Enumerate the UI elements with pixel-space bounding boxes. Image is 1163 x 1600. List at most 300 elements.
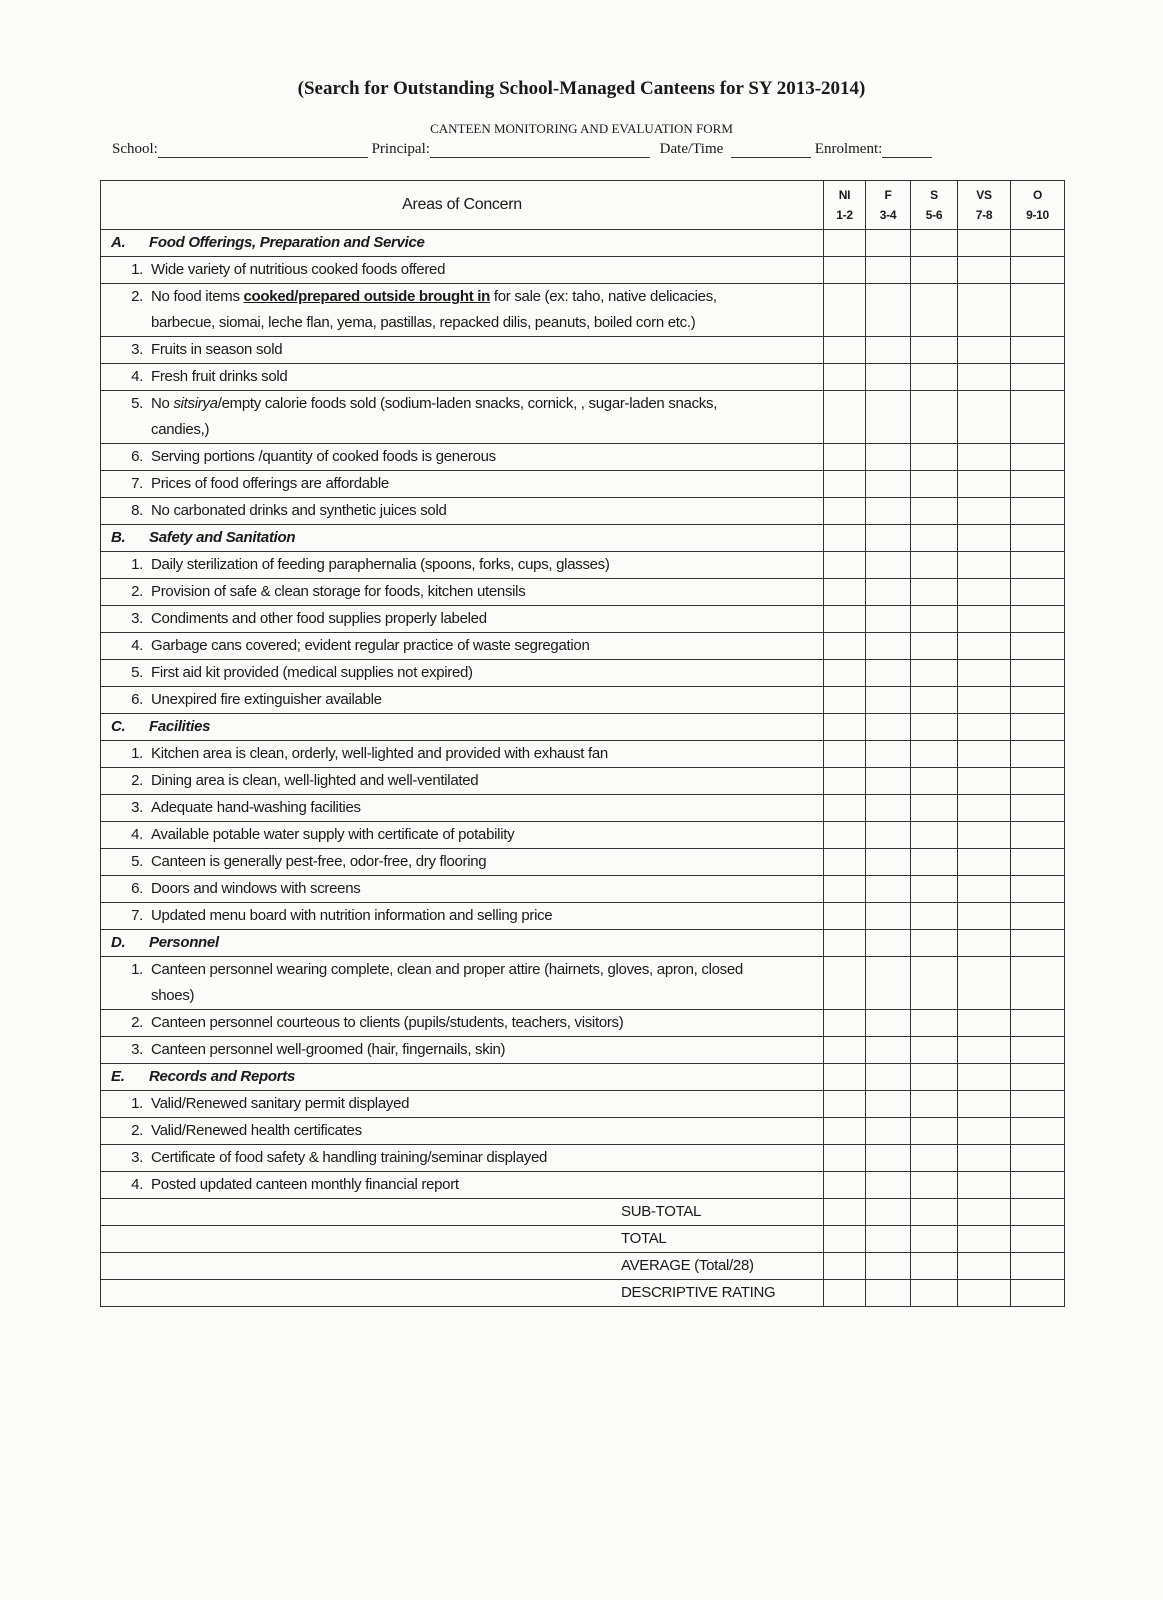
criterion-number: 1. bbox=[131, 961, 143, 978]
criterion bbox=[101, 849, 824, 876]
rating-cell-ni[interactable] bbox=[824, 795, 866, 822]
rating-cell-ni[interactable] bbox=[824, 444, 866, 471]
criterion bbox=[101, 957, 824, 1010]
rating-cell-s[interactable] bbox=[911, 687, 958, 714]
rating-cell-o[interactable] bbox=[1011, 849, 1065, 876]
rating-cell-f[interactable] bbox=[866, 391, 911, 444]
rating-cell-o[interactable] bbox=[1011, 284, 1065, 337]
rating-cell-ni[interactable] bbox=[824, 284, 866, 337]
rating-cell-s[interactable] bbox=[911, 498, 958, 525]
criterion-text-start: No food items bbox=[151, 288, 244, 305]
rating-cell-vs[interactable] bbox=[958, 1118, 1011, 1145]
rating-cell-f[interactable] bbox=[866, 1037, 911, 1064]
rating-cell-s[interactable] bbox=[911, 957, 958, 1010]
rating-cell-f[interactable] bbox=[866, 1010, 911, 1037]
rating-cell-o[interactable] bbox=[1011, 552, 1065, 579]
criterion-text-end: for sale (ex: taho, native delicacies, barbecue, siomai, leche flan, yema, pastillas, repacked dilis, peanuts, boiled corn etc.) bbox=[151, 288, 717, 331]
criterion-text bbox=[151, 337, 761, 363]
rating-cell-f[interactable] bbox=[866, 1064, 911, 1091]
section-letter: B. bbox=[111, 529, 126, 546]
criterion bbox=[101, 284, 824, 337]
criterion-text-start: Fruits in season sold bbox=[151, 341, 283, 358]
section-heading bbox=[101, 525, 824, 552]
rating-cell-ni[interactable] bbox=[824, 876, 866, 903]
rating-cell-o[interactable] bbox=[1011, 1172, 1065, 1199]
rating-cell-o[interactable] bbox=[1011, 230, 1065, 257]
criterion-text bbox=[151, 471, 761, 497]
rating-cell-o[interactable] bbox=[1011, 579, 1065, 606]
rating-cell-ni[interactable] bbox=[824, 1037, 866, 1064]
rating-cell-ni[interactable] bbox=[824, 337, 866, 364]
rating-cell-vs[interactable] bbox=[958, 337, 1011, 364]
rating-cell-o[interactable] bbox=[1011, 714, 1065, 741]
rating-cell-s[interactable] bbox=[911, 741, 958, 768]
principal-field[interactable] bbox=[430, 143, 650, 158]
criterion bbox=[101, 795, 824, 822]
rating-cell-o[interactable] bbox=[1011, 903, 1065, 930]
rating-cell-o[interactable] bbox=[1011, 606, 1065, 633]
rating-cell-o[interactable] bbox=[1011, 525, 1065, 552]
criterion-text-start: Condiments and other food supplies properly labeled bbox=[151, 610, 487, 627]
criterion bbox=[101, 444, 824, 471]
rating-cell-ni[interactable] bbox=[824, 579, 866, 606]
rating-cell-vs[interactable] bbox=[958, 606, 1011, 633]
criterion bbox=[101, 1010, 824, 1037]
rating-cell-o[interactable] bbox=[1011, 1010, 1065, 1037]
rating-cell-o[interactable] bbox=[1011, 1064, 1065, 1091]
rating-cell-vs[interactable] bbox=[958, 1172, 1011, 1199]
rating-cell-vs[interactable] bbox=[958, 1010, 1011, 1037]
criterion-number: 6. bbox=[131, 691, 143, 708]
rating-cell-f[interactable] bbox=[866, 337, 911, 364]
rating-cell-s[interactable] bbox=[911, 579, 958, 606]
rating-cell-s[interactable] bbox=[911, 768, 958, 795]
rating-cell-o[interactable] bbox=[1011, 444, 1065, 471]
rating-cell-f[interactable] bbox=[866, 1226, 911, 1253]
rating-cell-vs[interactable] bbox=[958, 579, 1011, 606]
rating-cell-s[interactable] bbox=[911, 930, 958, 957]
rating-cell-f[interactable] bbox=[866, 606, 911, 633]
rating-cell-vs[interactable] bbox=[958, 822, 1011, 849]
rating-cell-f[interactable] bbox=[866, 364, 911, 391]
section-letter: A. bbox=[111, 234, 126, 251]
criterion bbox=[101, 1172, 824, 1199]
rating-cell-f[interactable] bbox=[866, 1118, 911, 1145]
rating-cell-f[interactable] bbox=[866, 687, 911, 714]
rating-cell-o[interactable] bbox=[1011, 768, 1065, 795]
rating-cell-o[interactable] bbox=[1011, 1037, 1065, 1064]
rating-cell-s[interactable] bbox=[911, 444, 958, 471]
section-heading bbox=[101, 930, 824, 957]
criterion-text bbox=[151, 633, 761, 659]
rating-cell-s[interactable] bbox=[911, 1145, 958, 1172]
rating-cell-o[interactable] bbox=[1011, 1253, 1065, 1280]
rating-cell-f[interactable] bbox=[866, 633, 911, 660]
rating-cell-vs[interactable] bbox=[958, 284, 1011, 337]
criterion-text-start: Certificate of food safety & handling training/seminar displayed bbox=[151, 1149, 548, 1166]
rating-cell-f[interactable] bbox=[866, 525, 911, 552]
rating-cell-ni[interactable] bbox=[824, 660, 866, 687]
school-field[interactable] bbox=[158, 143, 368, 158]
criterion-number: 2. bbox=[131, 772, 143, 789]
rating-cell-o[interactable] bbox=[1011, 687, 1065, 714]
rating-cell-f[interactable] bbox=[866, 957, 911, 1010]
rating-cell-f[interactable] bbox=[866, 444, 911, 471]
rating-cell-s[interactable] bbox=[911, 1010, 958, 1037]
rating-cell-o[interactable] bbox=[1011, 471, 1065, 498]
rating-cell-o[interactable] bbox=[1011, 337, 1065, 364]
criterion bbox=[101, 471, 824, 498]
criterion-emphasis: cooked/prepared outside brought in bbox=[243, 288, 491, 305]
rating-cell-o[interactable] bbox=[1011, 1118, 1065, 1145]
rating-cell-ni[interactable] bbox=[824, 1253, 866, 1280]
rating-cell-ni[interactable] bbox=[824, 930, 866, 957]
rating-cell-s[interactable] bbox=[911, 391, 958, 444]
rating-cell-ni[interactable] bbox=[824, 633, 866, 660]
rating-cell-ni[interactable] bbox=[824, 1199, 866, 1226]
rating-cell-vs[interactable] bbox=[958, 660, 1011, 687]
criterion-text bbox=[151, 257, 761, 283]
criterion-number: 4. bbox=[131, 637, 143, 654]
section-row bbox=[101, 1064, 1065, 1091]
rating-cell-s[interactable] bbox=[911, 1118, 958, 1145]
criterion-row bbox=[101, 1118, 1065, 1145]
rating-cell-vs[interactable] bbox=[958, 391, 1011, 444]
evaluation-table bbox=[100, 180, 1065, 1307]
rating-cell-ni[interactable] bbox=[824, 525, 866, 552]
rating-cell-o[interactable] bbox=[1011, 1145, 1065, 1172]
criterion-number: 4. bbox=[131, 368, 143, 385]
rating-cell-s[interactable] bbox=[911, 1037, 958, 1064]
rating-cell-ni[interactable] bbox=[824, 957, 866, 1010]
rating-cell-ni[interactable] bbox=[824, 498, 866, 525]
rating-cell-o[interactable] bbox=[1011, 391, 1065, 444]
rating-cell-ni[interactable] bbox=[824, 768, 866, 795]
criterion-text bbox=[151, 552, 761, 578]
rating-cell-ni[interactable] bbox=[824, 230, 866, 257]
rating-cell-vs[interactable] bbox=[958, 471, 1011, 498]
enrolment-field[interactable] bbox=[882, 143, 932, 158]
rating-range: 9-10 bbox=[1026, 208, 1049, 222]
criterion-text-start: Valid/Renewed sanitary permit displayed bbox=[151, 1095, 410, 1112]
rating-cell-vs[interactable] bbox=[958, 741, 1011, 768]
rating-cell-s[interactable] bbox=[911, 1253, 958, 1280]
criterion bbox=[101, 822, 824, 849]
rating-cell-s[interactable] bbox=[911, 714, 958, 741]
criterion-number: 4. bbox=[131, 1176, 143, 1193]
rating-cell-o[interactable] bbox=[1011, 633, 1065, 660]
rating-cell-vs[interactable] bbox=[958, 525, 1011, 552]
rating-cell-f[interactable] bbox=[866, 1253, 911, 1280]
rating-cell-f[interactable] bbox=[866, 1172, 911, 1199]
rating-cell-vs[interactable] bbox=[958, 1280, 1011, 1307]
criterion-text-start: Dining area is clean, well-lighted and well-ventilated bbox=[151, 772, 479, 789]
rating-cell-vs[interactable] bbox=[958, 1199, 1011, 1226]
criterion-row bbox=[101, 444, 1065, 471]
criterion-number: 1. bbox=[131, 745, 143, 762]
rating-cell-f[interactable] bbox=[866, 498, 911, 525]
rating-cell-ni[interactable] bbox=[824, 903, 866, 930]
rating-cell-ni[interactable] bbox=[824, 1226, 866, 1253]
criterion-text-start: Canteen personnel wearing complete, clean and proper attire (hairnets, gloves, apron, closed shoes) bbox=[151, 961, 743, 1004]
rating-cell-ni[interactable] bbox=[824, 1280, 866, 1307]
rating-cell-vs[interactable] bbox=[958, 768, 1011, 795]
rating-cell-s[interactable] bbox=[911, 525, 958, 552]
criterion-number: 3. bbox=[131, 799, 143, 816]
rating-cell-o[interactable] bbox=[1011, 1226, 1065, 1253]
rating-cell-s[interactable] bbox=[911, 1091, 958, 1118]
rating-cell-ni[interactable] bbox=[824, 714, 866, 741]
criterion-row bbox=[101, 579, 1065, 606]
criterion-number: 2. bbox=[131, 583, 143, 600]
criterion-text bbox=[151, 391, 761, 443]
rating-cell-vs[interactable] bbox=[958, 1226, 1011, 1253]
rating-cell-vs[interactable] bbox=[958, 1253, 1011, 1280]
rating-cell-vs[interactable] bbox=[958, 230, 1011, 257]
rating-cell-vs[interactable] bbox=[958, 957, 1011, 1010]
section-letter: E. bbox=[111, 1068, 125, 1085]
criterion-row bbox=[101, 741, 1065, 768]
rating-cell-s[interactable] bbox=[911, 364, 958, 391]
criterion-text bbox=[151, 849, 751, 875]
principal-label: Principal: bbox=[371, 141, 430, 157]
rating-cell-f[interactable] bbox=[866, 903, 911, 930]
rating-cell-f[interactable] bbox=[866, 795, 911, 822]
criterion bbox=[101, 660, 824, 687]
section-name: Records and Reports bbox=[149, 1068, 295, 1085]
criterion-text bbox=[151, 687, 761, 713]
section-row bbox=[101, 714, 1065, 741]
rating-cell-o[interactable] bbox=[1011, 498, 1065, 525]
rating-cell-vs[interactable] bbox=[958, 930, 1011, 957]
criterion bbox=[101, 552, 824, 579]
criterion-text-start: Canteen personnel courteous to clients (pupils/students, teachers, visitors) bbox=[151, 1014, 624, 1031]
rating-cell-vs[interactable] bbox=[958, 1037, 1011, 1064]
section-heading bbox=[101, 714, 824, 741]
totals-label: TOTAL bbox=[101, 1226, 824, 1253]
rating-cell-vs[interactable] bbox=[958, 714, 1011, 741]
rating-cell-ni[interactable] bbox=[824, 1145, 866, 1172]
rating-cell-vs[interactable] bbox=[958, 364, 1011, 391]
rating-cell-o[interactable] bbox=[1011, 822, 1065, 849]
rating-cell-f[interactable] bbox=[866, 552, 911, 579]
criterion bbox=[101, 498, 824, 525]
rating-cell-s[interactable] bbox=[911, 1226, 958, 1253]
rating-cell-vs[interactable] bbox=[958, 687, 1011, 714]
criterion bbox=[101, 903, 824, 930]
criterion-text bbox=[151, 768, 751, 794]
totals-row bbox=[101, 1253, 1065, 1280]
criterion-text-start: Kitchen area is clean, orderly, well-lighted and provided with exhaust fan bbox=[151, 745, 608, 762]
rating-cell-o[interactable] bbox=[1011, 876, 1065, 903]
rating-cell-ni[interactable] bbox=[824, 741, 866, 768]
rating-cell-f[interactable] bbox=[866, 741, 911, 768]
rating-cell-ni[interactable] bbox=[824, 552, 866, 579]
criterion bbox=[101, 1118, 824, 1145]
rating-cell-o[interactable] bbox=[1011, 1091, 1065, 1118]
rating-cell-s[interactable] bbox=[911, 849, 958, 876]
rating-code: O bbox=[1032, 188, 1043, 202]
rating-cell-f[interactable] bbox=[866, 579, 911, 606]
criterion-row bbox=[101, 1091, 1065, 1118]
rating-cell-f[interactable] bbox=[866, 230, 911, 257]
criterion-number: 5. bbox=[131, 395, 143, 412]
rating-cell-vs[interactable] bbox=[958, 903, 1011, 930]
rating-cell-s[interactable] bbox=[911, 822, 958, 849]
rating-cell-f[interactable] bbox=[866, 1280, 911, 1307]
rating-cell-o[interactable] bbox=[1011, 1199, 1065, 1226]
datetime-label: Date/Time bbox=[659, 141, 724, 157]
rating-cell-o[interactable] bbox=[1011, 795, 1065, 822]
rating-cell-s[interactable] bbox=[911, 257, 958, 284]
rating-cell-vs[interactable] bbox=[958, 552, 1011, 579]
rating-cell-f[interactable] bbox=[866, 1199, 911, 1226]
rating-cell-o[interactable] bbox=[1011, 741, 1065, 768]
rating-cell-f[interactable] bbox=[866, 257, 911, 284]
criterion-text-start: Adequate hand-washing facilities bbox=[151, 799, 361, 816]
rating-cell-vs[interactable] bbox=[958, 795, 1011, 822]
criterion-number: 1. bbox=[131, 261, 143, 278]
criterion-text bbox=[151, 606, 761, 632]
rating-cell-vs[interactable] bbox=[958, 849, 1011, 876]
criterion-text bbox=[151, 660, 761, 686]
rating-cell-ni[interactable] bbox=[824, 1118, 866, 1145]
rating-header-o bbox=[1011, 181, 1065, 230]
criterion-row bbox=[101, 795, 1065, 822]
rating-cell-ni[interactable] bbox=[824, 257, 866, 284]
rating-cell-f[interactable] bbox=[866, 1091, 911, 1118]
rating-cell-o[interactable] bbox=[1011, 1280, 1065, 1307]
rating-cell-vs[interactable] bbox=[958, 633, 1011, 660]
criterion-number: 7. bbox=[131, 907, 143, 924]
criterion-row bbox=[101, 768, 1065, 795]
rating-cell-vs[interactable] bbox=[958, 1145, 1011, 1172]
rating-cell-f[interactable] bbox=[866, 822, 911, 849]
rating-cell-f[interactable] bbox=[866, 660, 911, 687]
rating-cell-f[interactable] bbox=[866, 849, 911, 876]
rating-cell-ni[interactable] bbox=[824, 1064, 866, 1091]
rating-cell-ni[interactable] bbox=[824, 687, 866, 714]
rating-cell-ni[interactable] bbox=[824, 1091, 866, 1118]
rating-cell-vs[interactable] bbox=[958, 876, 1011, 903]
totals-label: DESCRIPTIVE RATING bbox=[101, 1280, 824, 1307]
criterion-text bbox=[151, 1118, 751, 1144]
rating-cell-s[interactable] bbox=[911, 337, 958, 364]
rating-cell-ni[interactable] bbox=[824, 364, 866, 391]
rating-cell-o[interactable] bbox=[1011, 364, 1065, 391]
criterion-row bbox=[101, 660, 1065, 687]
criterion-text-start: Unexpired fire extinguisher available bbox=[151, 691, 382, 708]
criterion-row bbox=[101, 1010, 1065, 1037]
rating-cell-ni[interactable] bbox=[824, 849, 866, 876]
criterion-text-start: Updated menu board with nutrition information and selling price bbox=[151, 907, 553, 924]
criterion-row bbox=[101, 337, 1065, 364]
criterion-number: 3. bbox=[131, 1041, 143, 1058]
section-name: Personnel bbox=[149, 934, 219, 951]
criterion-row bbox=[101, 1037, 1065, 1064]
criterion-text-start: Doors and windows with screens bbox=[151, 880, 361, 897]
criterion bbox=[101, 606, 824, 633]
rating-cell-vs[interactable] bbox=[958, 498, 1011, 525]
totals-row bbox=[101, 1226, 1065, 1253]
rating-cell-o[interactable] bbox=[1011, 957, 1065, 1010]
criterion-row bbox=[101, 903, 1065, 930]
rating-cell-o[interactable] bbox=[1011, 930, 1065, 957]
criterion-text bbox=[151, 957, 751, 1009]
criterion-number: 6. bbox=[131, 448, 143, 465]
criterion-text-start: Canteen personnel well-groomed (hair, fingernails, skin) bbox=[151, 1041, 506, 1058]
rating-cell-vs[interactable] bbox=[958, 257, 1011, 284]
rating-cell-s[interactable] bbox=[911, 1172, 958, 1199]
rating-cell-f[interactable] bbox=[866, 1145, 911, 1172]
rating-cell-s[interactable] bbox=[911, 876, 958, 903]
criterion-row bbox=[101, 391, 1065, 444]
criterion-number: 3. bbox=[131, 610, 143, 627]
totals-label: SUB-TOTAL bbox=[101, 1199, 824, 1226]
rating-cell-s[interactable] bbox=[911, 903, 958, 930]
totals-row bbox=[101, 1280, 1065, 1307]
rating-cell-f[interactable] bbox=[866, 768, 911, 795]
rating-cell-ni[interactable] bbox=[824, 822, 866, 849]
rating-cell-ni[interactable] bbox=[824, 471, 866, 498]
criterion bbox=[101, 741, 824, 768]
rating-cell-f[interactable] bbox=[866, 714, 911, 741]
criterion-number: 1. bbox=[131, 1095, 143, 1112]
rating-code: VS bbox=[976, 188, 992, 202]
rating-cell-f[interactable] bbox=[866, 930, 911, 957]
rating-cell-f[interactable] bbox=[866, 471, 911, 498]
rating-cell-s[interactable] bbox=[911, 284, 958, 337]
rating-cell-s[interactable] bbox=[911, 1280, 958, 1307]
datetime-field[interactable] bbox=[731, 143, 811, 158]
criterion-italic: sitsirya bbox=[173, 395, 218, 412]
criterion-row bbox=[101, 364, 1065, 391]
rating-cell-f[interactable] bbox=[866, 284, 911, 337]
rating-header-vs bbox=[958, 181, 1011, 230]
rating-cell-s[interactable] bbox=[911, 606, 958, 633]
criterion-number: 3. bbox=[131, 341, 143, 358]
rating-cell-s[interactable] bbox=[911, 633, 958, 660]
criterion-text-start: Garbage cans covered; evident regular practice of waste segregation bbox=[151, 637, 590, 654]
criterion-number: 4. bbox=[131, 826, 143, 843]
rating-cell-vs[interactable] bbox=[958, 1091, 1011, 1118]
rating-cell-ni[interactable] bbox=[824, 391, 866, 444]
rating-cell-ni[interactable] bbox=[824, 606, 866, 633]
criterion bbox=[101, 768, 824, 795]
areas-of-concern-header: Areas of Concern bbox=[101, 181, 824, 230]
rating-cell-s[interactable] bbox=[911, 1064, 958, 1091]
criterion-number: 7. bbox=[131, 475, 143, 492]
rating-cell-ni[interactable] bbox=[824, 1172, 866, 1199]
rating-cell-s[interactable] bbox=[911, 552, 958, 579]
rating-cell-s[interactable] bbox=[911, 660, 958, 687]
rating-cell-s[interactable] bbox=[911, 1199, 958, 1226]
rating-cell-o[interactable] bbox=[1011, 257, 1065, 284]
criterion bbox=[101, 1037, 824, 1064]
rating-cell-ni[interactable] bbox=[824, 1010, 866, 1037]
rating-cell-vs[interactable] bbox=[958, 444, 1011, 471]
criterion-number: 1. bbox=[131, 556, 143, 573]
rating-cell-s[interactable] bbox=[911, 230, 958, 257]
rating-cell-o[interactable] bbox=[1011, 660, 1065, 687]
criterion-text bbox=[151, 1010, 751, 1036]
rating-cell-s[interactable] bbox=[911, 795, 958, 822]
criterion-text-start: Provision of safe & clean storage for foods, kitchen utensils bbox=[151, 583, 526, 600]
rating-cell-vs[interactable] bbox=[958, 1064, 1011, 1091]
criterion-text-start: No carbonated drinks and synthetic juices sold bbox=[151, 502, 447, 519]
rating-cell-f[interactable] bbox=[866, 876, 911, 903]
rating-cell-s[interactable] bbox=[911, 471, 958, 498]
